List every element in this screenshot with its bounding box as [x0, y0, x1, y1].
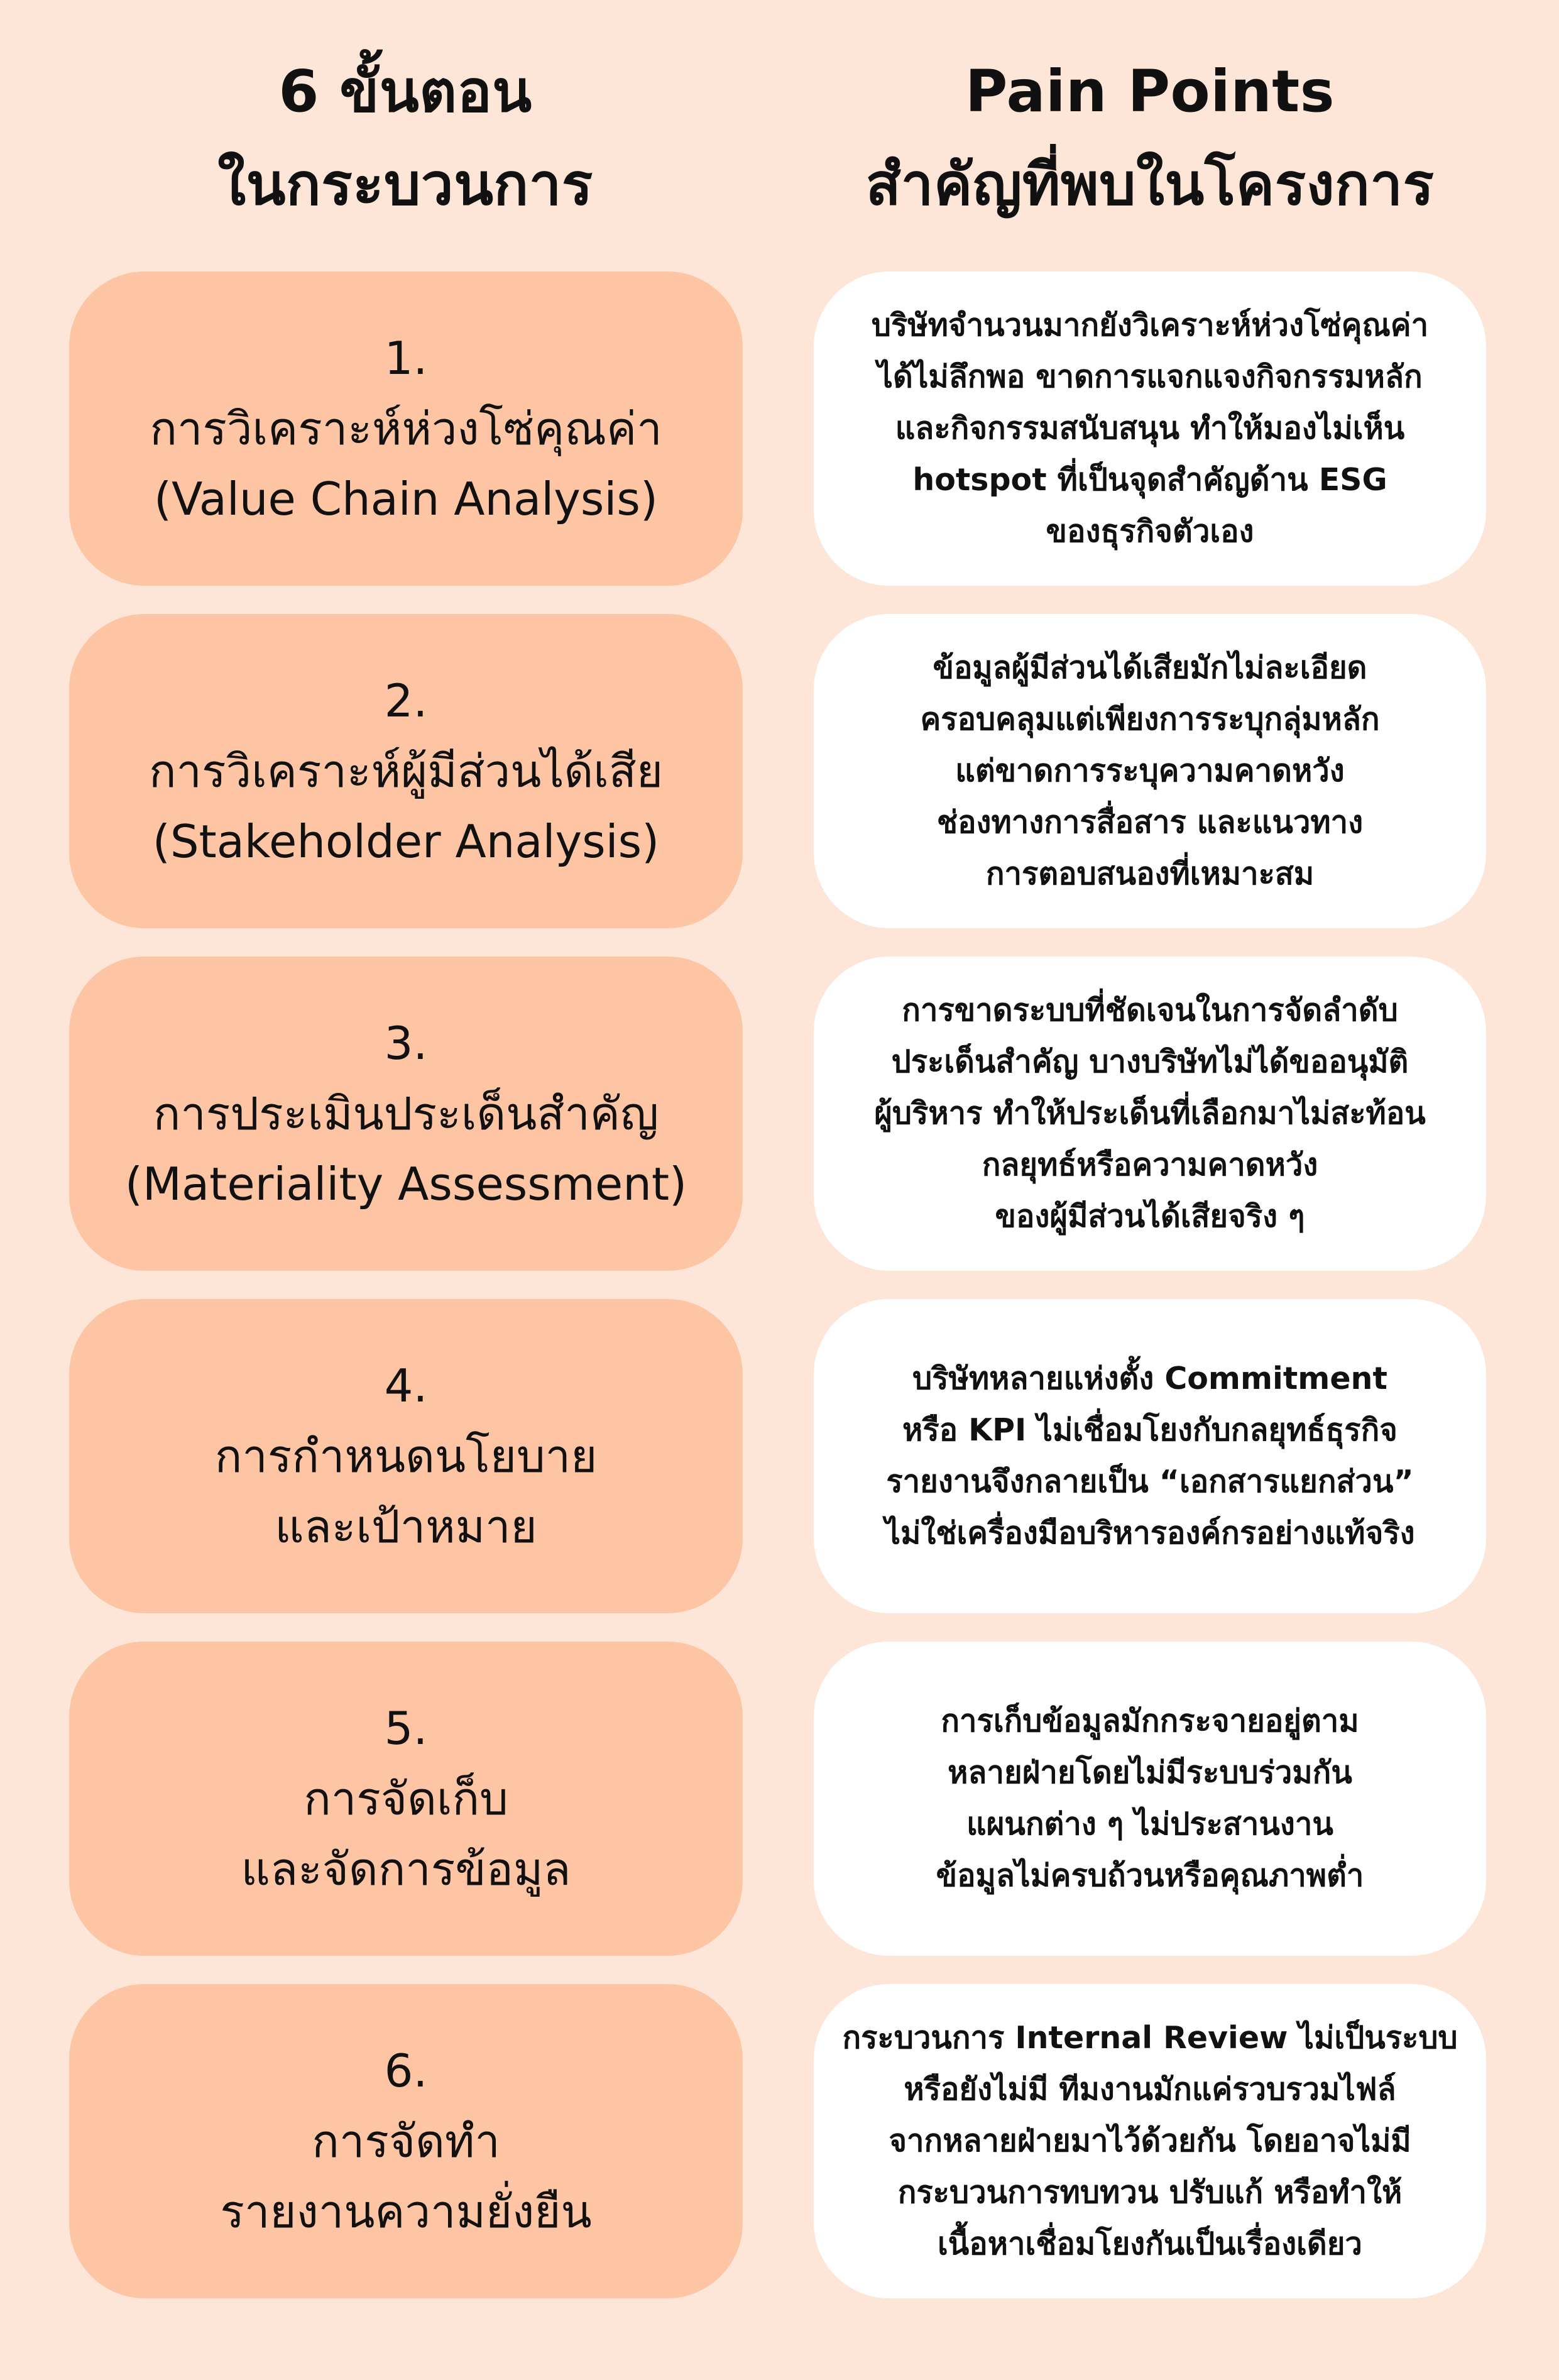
step-title-line: การจัดเก็บ — [304, 1772, 508, 1825]
pain-point-box — [814, 1299, 1486, 1613]
pain-point-box — [814, 271, 1486, 586]
pain-point-line: ของธุรกิจตัวเอง — [1046, 513, 1254, 549]
pain-header-line-1: Pain Points — [965, 58, 1335, 125]
step-box — [69, 957, 743, 1271]
pain-point-line: กลยุทธ์หรือความคาดหวัง — [982, 1147, 1318, 1183]
pain-point-box — [814, 1642, 1486, 1956]
pain-point-line: การเก็บข้อมูลมักกระจายอยู่ตาม — [941, 1703, 1359, 1739]
step-title-line: การวิเคราะห์ผู้มีส่วนได้เสีย — [148, 745, 664, 798]
pain-point-line: หลายฝ่ายโดยไม่มีระบบร่วมกัน — [948, 1755, 1352, 1790]
step-number: 6. — [384, 2044, 428, 2097]
pain-point-line: ผู้บริหาร ทำให้ประเด็นที่เลือกมาไม่สะท้อน — [874, 1095, 1426, 1131]
step-box — [69, 614, 743, 928]
step-number: 4. — [384, 1359, 428, 1412]
pain-point-line: รายงานจึงกลายเป็น “เอกสารแยกส่วน” — [886, 1464, 1414, 1500]
steps-header-line-1: 6 ขั้นตอน — [278, 58, 532, 125]
pain-point-box — [814, 1984, 1486, 2298]
pain-point-line: จากหลายฝ่ายมาไว้ด้วยกัน โดยอาจไม่มี — [889, 2123, 1411, 2159]
steps-column-header — [69, 44, 741, 233]
pain-point-line: ข้อมูลผู้มีส่วนได้เสียมักไม่ละเอียด — [933, 650, 1367, 686]
step-title-line: การกำหนดนโยบาย — [214, 1430, 598, 1483]
pain-point-box — [814, 614, 1486, 928]
pain-point-line: ไม่ใช่เครื่องมือบริหารองค์กรอย่างแท้จริง — [885, 1515, 1415, 1551]
step-number: 5. — [384, 1702, 428, 1755]
pain-header-line-2: สำคัญที่พบในโครงการ — [865, 151, 1435, 218]
pain-point-line: ประเด็นสำคัญ บางบริษัทไม่ได้ขออนุมัติ — [891, 1044, 1409, 1080]
step-box — [69, 271, 743, 586]
step-title-line: และจัดการข้อมูล — [241, 1843, 571, 1895]
pain-point-line: แผนกต่าง ๆ ไม่ประสานงาน — [966, 1806, 1333, 1842]
step-row — [0, 1642, 1559, 1956]
step-row — [0, 271, 1559, 586]
step-row — [0, 957, 1559, 1271]
step-number: 1. — [384, 332, 428, 385]
step-title-line: การจัดทำ — [312, 2115, 500, 2168]
pain-point-line: ได้ไม่ลึกพอ ขาดการแจกแจงกิจกรรมหลัก — [877, 359, 1423, 395]
pain-point-box — [814, 957, 1486, 1271]
pain-point-line: ข้อมูลไม่ครบถ้วนหรือคุณภาพต่ำ — [936, 1858, 1364, 1894]
pain-point-line: บริษัทหลายแห่งตั้ง Commitment — [912, 1361, 1387, 1396]
step-row — [0, 1984, 1559, 2298]
pain-point-line: ครอบคลุมแต่เพียงการระบุกลุ่มหลัก — [920, 701, 1380, 737]
pain-point-line: และกิจกรรมสนับสนุน ทำให้มองไม่เห็น — [895, 410, 1405, 446]
pain-point-line: หรือยังไม่มี ทีมงานมักแค่รวบรวมไฟล์ — [904, 2071, 1396, 2107]
step-box — [69, 1642, 743, 1956]
step-title-line: การประเมินประเด็นสำคัญ — [153, 1087, 659, 1140]
pain-point-line: บริษัทจำนวนมากยังวิเคราะห์ห่วงโซ่คุณค่า — [871, 307, 1429, 343]
pain-point-line: ของผู้มีส่วนได้เสียจริง ๆ — [995, 1198, 1305, 1234]
steps-header-line-2: ในกระบวนการ — [217, 151, 593, 218]
step-box — [69, 1984, 743, 2298]
step-title-line: และเป้าหมาย — [275, 1500, 537, 1553]
pain-point-line: การตอบสนองที่เหมาะสม — [985, 856, 1315, 892]
step-title-line: (Materiality Assessment) — [124, 1158, 687, 1210]
step-title-line: (Value Chain Analysis) — [154, 473, 658, 525]
step-number: 2. — [384, 674, 428, 727]
step-row — [0, 1299, 1559, 1613]
step-number: 3. — [384, 1017, 428, 1070]
pain-point-line: เนื้อหาเชื่อมโยงกันเป็นเรื่องเดียว — [938, 2226, 1362, 2262]
pain-point-line: การขาดระบบที่ชัดเจนในการจัดลำดับ — [902, 992, 1398, 1028]
step-title-line: (Stakeholder Analysis) — [152, 815, 660, 868]
step-row — [0, 614, 1559, 928]
pain-point-line: หรือ KPI ไม่เชื่อมโยงกับกลยุทธ์ธุรกิจ — [902, 1412, 1398, 1448]
pain-point-line: กระบวนการทบทวน ปรับแก้ หรือทำให้ — [897, 2174, 1403, 2210]
pain-points-column-header — [811, 44, 1489, 233]
pain-point-line: แต่ขาดการระบุความคาดหวัง — [955, 753, 1345, 789]
step-title-line: การวิเคราะห์ห่วงโซ่คุณค่า — [150, 402, 662, 455]
step-box — [69, 1299, 743, 1613]
pain-point-line: ช่องทางการสื่อสาร และแนวทาง — [936, 804, 1364, 840]
step-title-line: รายงานความยั่งยืน — [220, 2185, 592, 2238]
pain-point-line: hotspot ที่เป็นจุดสำคัญด้าน ESG — [912, 462, 1387, 498]
pain-point-line: กระบวนการ Internal Review ไม่เป็นระบบ — [842, 2020, 1458, 2056]
